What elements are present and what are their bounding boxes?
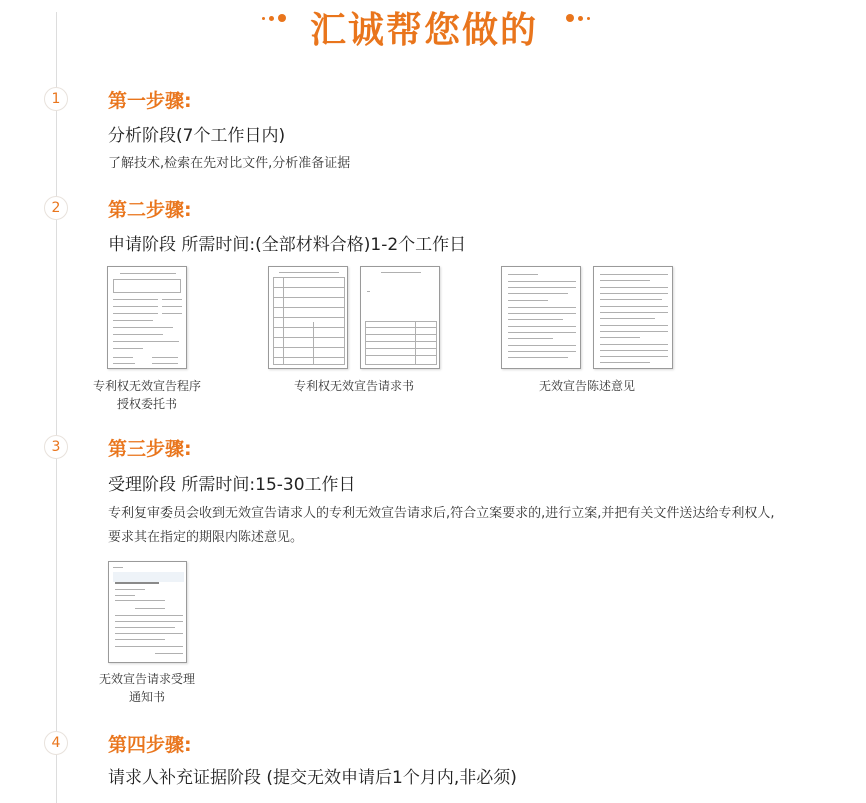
invalidation-request-page-2-thumbnail[interactable]	[360, 266, 440, 369]
step-1-number: 1	[44, 87, 68, 111]
acceptance-notice-document-thumbnail[interactable]	[108, 561, 187, 663]
step-4-number: 4	[44, 731, 68, 755]
timeline-line	[56, 12, 57, 803]
page-title: 汇诚帮您做的	[310, 10, 539, 51]
step-2-number: 2	[44, 196, 68, 220]
step-3-description-line-1: 专利复审委员会收到无效宣告请求人的专利无效宣告请求后,符合立案要求的,进行立案,并把有关文件送达给专利权人,	[108, 506, 775, 521]
step-2-subtitle: 申请阶段 所需时间:(全部材料合格)1-2个工作日	[108, 235, 467, 255]
decorative-dots-right	[566, 14, 590, 22]
step-2-title: 第二步骤:	[108, 199, 192, 221]
step-1-description: 了解技术,检索在先对比文件,分析准备证据	[108, 156, 351, 171]
step-3-subtitle: 受理阶段 所需时间:15-30工作日	[108, 475, 356, 495]
invalidation-request-caption: 专利权无效宣告请求书	[293, 379, 414, 393]
step-1-subtitle: 分析阶段(7个工作日内)	[108, 126, 286, 146]
invalidation-request-page-1-thumbnail[interactable]	[268, 266, 348, 369]
step-3-description-line-2: 要求其在指定的期限内陈述意见。	[108, 530, 304, 545]
step-3-title: 第三步骤:	[108, 438, 192, 460]
step-3-number: 3	[44, 435, 68, 459]
statement-of-opinion-page-1-thumbnail[interactable]	[501, 266, 581, 369]
power-of-attorney-caption: 专利权无效宣告程序 授权委托书	[92, 379, 201, 411]
step-4-title: 第四步骤:	[108, 734, 192, 756]
step-1-title: 第一步骤:	[108, 90, 192, 112]
statement-of-opinion-caption: 无效宣告陈述意见	[538, 379, 635, 393]
step-4-subtitle: 请求人补充证据阶段 (提交无效申请后1个月内,非必须)	[108, 768, 517, 788]
statement-of-opinion-page-2-thumbnail[interactable]	[593, 266, 673, 369]
acceptance-notice-caption: 无效宣告请求受理 通知书	[98, 672, 195, 704]
decorative-dots-left	[262, 14, 286, 22]
page-header	[0, 0, 866, 50]
power-of-attorney-document-thumbnail[interactable]	[107, 266, 187, 369]
